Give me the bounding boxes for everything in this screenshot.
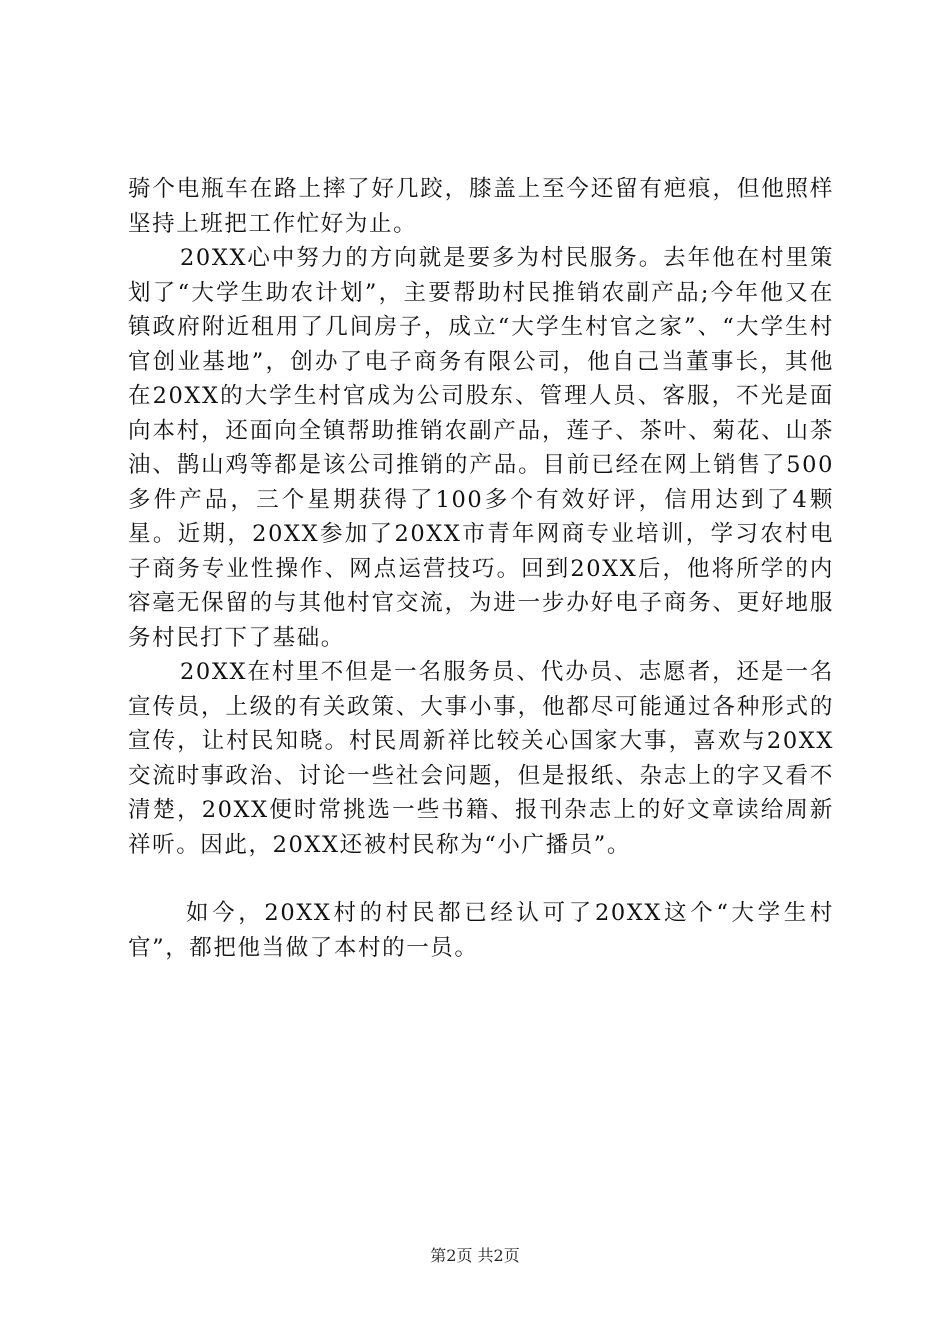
paragraph-continuation: 骑个电瓶车在路上摔了好几跤，膝盖上至今还留有疤痕，但他照样坚持上班把工作忙好为止。 bbox=[128, 176, 834, 237]
page-number-footer: 第2页 共2页 bbox=[430, 1246, 520, 1265]
paragraph-closing: 如今，20XX村的村民都已经认可了20XX这个“大学生村官”，都把他当做了本村的一员。 bbox=[128, 900, 834, 961]
paragraph-ecommerce: 20XX心中努力的方向就是要多为村民服务。去年他在村里策划了“大学生助农计划”，主要帮助村民推销农副产品;今年他又在镇政府附近租用了几间房子，成立“大学生村官之家”、“大学生村官创业基地”，创办了电子商务有限公司，他自己当董事长，其他在20XX的大学生村官成为公司股东、管理人员、客服，不光是面向本村，还面向全镇帮助推销农副产品，莲子、茶叶、菊花、山茶油、鹊山鸡等都是该公司推销的产品。目前已经在网上销售了500多件产品，三个星期获得了100多个有效好评，信用达到了4颗星。近期，20XX参加了20XX市青年网商专业培训，学习农村电子商务专业性操作、网点运营技巧。回到20XX后，他将所学的内容毫无保留的与其他村官交流，为进一步办好电子商务、更好地服务村民打下了基础。 bbox=[128, 245, 834, 651]
document-body bbox=[128, 172, 834, 965]
paragraph-publicity: 20XX在村里不但是一名服务员、代办员、志愿者，还是一名宣传员，上级的有关政策、大事小事，他都尽可能通过各种形式的宣传，让村民知晓。村民周新祥比较关心国家大事，喜欢与20XX交流时事政治、讨论一些社会问题，但是报纸、杂志上的字又看不清楚，20XX便时常挑选一些书籍、报刊杂志上的好文章读给周新祥听。因此，20XX还被村民称为“小广播员”。 bbox=[128, 659, 834, 858]
